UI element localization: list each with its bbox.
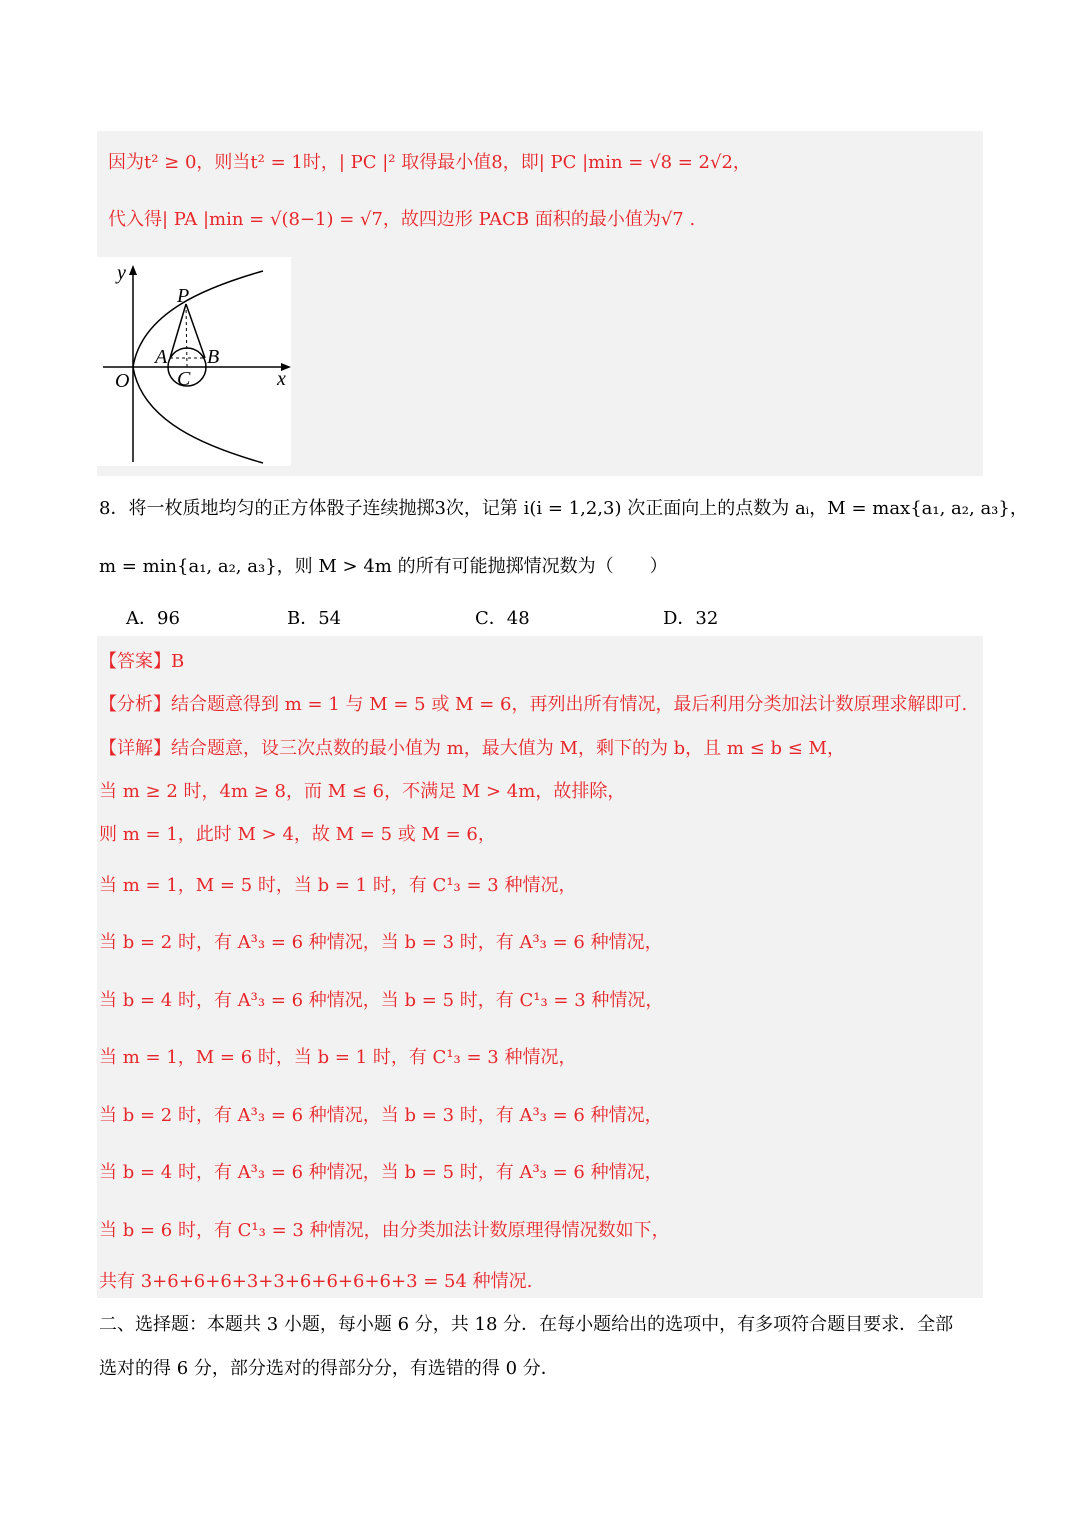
detail-step-7: 当 b = 2 时，有 A³₃ = 6 种情况，当 b = 3 时，有 A³₃ = 6 种情况， [99,1105,663,1126]
question-8-line-2: m = min{a₁, a₂, a₃}，则 M > 4m 的所有可能抛掷情况数为（ ） [99,556,668,577]
option-b: B．54 [287,608,342,629]
answer-line: 【答案】B [99,651,185,672]
option-d: D．32 [663,608,719,629]
option-c: C．48 [475,608,530,629]
detail-step-5: 当 b = 4 时，有 A³₃ = 6 种情况，当 b = 5 时，有 C¹₃ = 3 种情况， [99,990,664,1011]
question-8-line-1: 8．将一枚质地均匀的正方体骰子连续抛掷3次，记第 i(i = 1,2,3) 次正面向上的点数为 aᵢ，M = max{a₁, a₂, a₃}， [99,498,1028,519]
parabola-figure [97,257,291,466]
analysis-line: 【分析】结合题意得到 m = 1 与 M = 5 或 M = 6，再列出所有情况，最后利用分类加法计数原理求解即可. [99,694,968,715]
detail-step-3: 当 m = 1，M = 5 时，当 b = 1 时，有 C¹₃ = 3 种情况， [99,875,577,896]
detail-step-9: 当 b = 6 时，有 C¹₃ = 3 种情况，由分类加法计数原理得情况数如下， [99,1220,670,1241]
solution-line-2: 代入得| PA |min = √(8−1) = √7，故四边形 PACB 面积的最小值为√7 . [108,209,696,230]
section-2-line-1: 二、选择题：本题共 3 小题，每小题 6 分，共 18 分．在每小题给出的选项中，有多项符合题目要求．全部 [99,1314,954,1335]
detail-step-4: 当 b = 2 时，有 A³₃ = 6 种情况，当 b = 3 时，有 A³₃ = 6 种情况， [99,932,663,953]
option-a: A．96 [126,608,180,629]
section-2-line-2: 选对的得 6 分，部分选对的得部分分，有选错的得 0 分． [99,1358,559,1379]
label-b: B [207,346,220,368]
segment-pc [186,304,187,367]
label-c: C [177,368,191,390]
label-y: y [117,262,126,284]
label-a: A [155,346,168,368]
detail-step-1: 当 m ≥ 2 时，4m ≥ 8，而 M ≤ 6，不满足 M > 4m，故排除， [99,781,626,802]
label-x: x [277,368,286,390]
solution-line-1: 因为t² ≥ 0，则当t² = 1时，| PC |² 取得最小值8，即| PC |min = √8 = 2√2， [108,152,751,173]
y-axis-arrow [129,265,137,275]
detail-step-8: 当 b = 4 时，有 A³₃ = 6 种情况，当 b = 5 时，有 A³₃ = 6 种情况， [99,1162,663,1183]
detail-step-6: 当 m = 1，M = 6 时，当 b = 1 时，有 C¹₃ = 3 种情况， [99,1047,577,1068]
label-o: O [115,370,130,392]
detail-step-10: 共有 3+6+6+6+3+3+6+6+6+6+3 = 54 种情况. [99,1271,533,1292]
label-p: P [177,285,190,307]
detail-step-2: 则 m = 1，此时 M > 4，故 M = 5 或 M = 6， [99,824,496,845]
detail-line: 【详解】结合题意，设三次点数的最小值为 m，最大值为 M，剩下的为 b，且 m ≤ b ≤ M， [99,738,845,759]
